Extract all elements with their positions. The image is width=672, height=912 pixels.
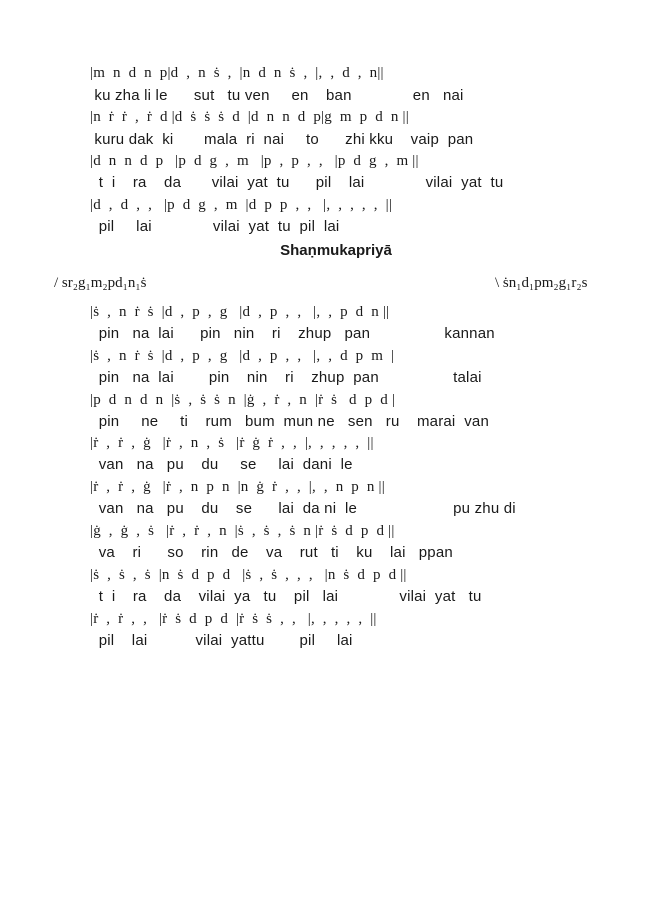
lyrics-line: va ri so rin de va rut ti ku lai ppan: [90, 544, 453, 561]
lyrics-line: pin na lai pin nin ri zhup pan talai: [90, 369, 482, 386]
raga-title: Shaṇmukapriyā: [280, 242, 392, 259]
lyrics-line: ku zha li le sut tu ven en ban en nai: [90, 87, 464, 104]
notation-line: |ġ , ġ , ṡ |ṙ , ṙ , n |ṡ , ṡ , ṡ n |ṙ ṡ d p d ||: [90, 523, 395, 539]
notation-line: |ṡ , n ṙ ṡ |d , p , g |d , p , , |, , d p m |: [90, 348, 395, 364]
lyrics-line: t i ra da vilai yat tu pil lai vilai yat tu: [90, 174, 504, 191]
notation-line: |p d n d n |ṡ , ṡ ṡ n |ġ , ṙ , n |ṙ ṡ d p d |: [90, 392, 396, 408]
lyrics-line: pil lai vilai yattu pil lai: [90, 632, 353, 649]
lyrics-line: van na pu du se lai dani le: [90, 456, 353, 473]
notation-line: |ṡ , n ṙ ṡ |d , p , g |d , p , , |, , p d n ||: [90, 304, 390, 320]
avarohanam: \ ṡn₁d₁pm₂g₁r₂s: [495, 275, 588, 291]
notation-line: |d n n d p |p d g , m |p , p , , |p d g , m ||: [90, 153, 419, 169]
lyrics-line: pin ne ti rum bum mun ne sen ru marai van: [90, 413, 489, 430]
notation-line: |n ṙ ṙ , ṙ d |d ṡ ṡ ṡ d |d n n d p|g m p d n ||: [90, 109, 409, 125]
notation-line: |ṙ , ṙ , ġ |ṙ , n , ṡ |ṙ ġ ṙ , , |, , , , , ||: [90, 435, 374, 451]
lyrics-line: van na pu du se lai da ni le pu zhu di: [90, 500, 516, 517]
lyrics-line: t i ra da vilai ya tu pil lai vilai yat tu: [90, 588, 482, 605]
lyrics-line: pil lai vilai yat tu pil lai: [90, 218, 340, 235]
lyrics-line: pin na lai pin nin ri zhup pan kannan: [90, 325, 495, 342]
notation-line: |ṡ , ṡ , ṡ |n ṡ d p d |ṡ , ṡ , , , |n ṡ d p d ||: [90, 567, 407, 583]
notation-line: |d , d , , |p d g , m |d p p , , |, , , , , ||: [90, 197, 393, 213]
notation-line: |ṙ , ṙ , , |ṙ ṡ d p d |ṙ ṡ ṡ , , |, , , , , ||: [90, 611, 377, 627]
lyrics-line: kuru dak ki mala ri nai to zhi kku vaip pan: [90, 131, 474, 148]
arohanam: / sr₂g₁m₂pd₁n₁ṡ: [54, 275, 147, 291]
notation-line: |ṙ , ṙ , ġ |ṙ , n p n |n ġ ṙ , , |, , n p n ||: [90, 479, 385, 495]
notation-line: |m n d n p|d , n ṡ , |n d n ṡ , |, , d , n||: [90, 65, 384, 81]
